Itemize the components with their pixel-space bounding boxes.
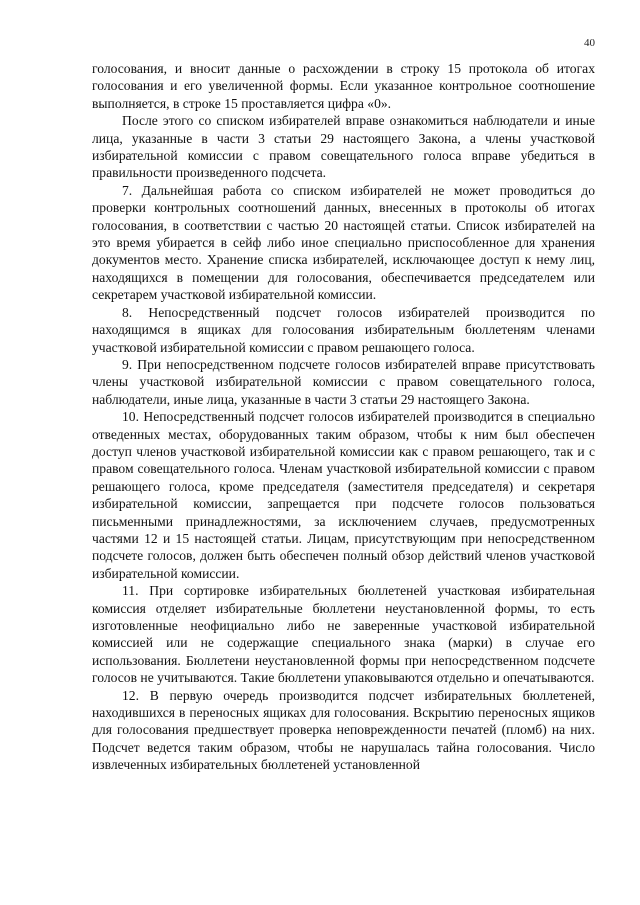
paragraph-item-7: 7. Дальнейшая работа со списком избирателей не может проводиться до проверки контрольных соотношений данных, внесенных в протоколы об итогах голосования, в соответствии с частью 20 настоящей статьи. Список избирателей на это время убирается в сейф либо иное специально приспособленное для хранения документов место. Хранение списка избирателей, исключающее доступ к нему лиц, находящихся в помещении для голосования, обеспечивается председателем или секретарем участковой избирательной комиссии. [92,182,595,303]
document-body [92,60,595,774]
paragraph-item-10: 10. Непосредственный подсчет голосов избирателей производится в специально отведенных местах, оборудованных таким образом, чтобы к ним был обеспечен доступ членов участковой избирательной комиссии как с правом решающего, так и с правом совещательного голоса. Членам участковой избирательной комиссии с правом решающего голоса, кроме председателя (заместителя председателя) и секретаря избирательной комиссии, запрещается при подсчете голосов пользоваться письменными принадлежностями, за исключением случаев, предусмотренных частями 12 и 15 настоящей статьи. Лицам, присутствующим при непосредственном подсчете голосов, должен быть обеспечен полный обзор действий членов участковой избирательной комиссии. [92,409,595,581]
paragraph-item-11: 11. При сортировке избирательных бюллетеней участковая избирательная комиссия отделяет избирательные бюллетени неустановленной формы, то есть изготовленные неофициально либо не заверенные участковой избирательной комиссией или не содержащие специального знака (марки) в случае его использования. Бюллетени неустановленной формы при непосредственном подсчете голосов не учитываются. Такие бюллетени упаковываются отдельно и опечатываются. [92,583,595,686]
paragraph-item-12: 12. В первую очередь производится подсчет избирательных бюллетеней, находившихся в переносных ящиках для голосования. Вскрытию переносных ящиков для голосования предшествует проверка неповрежденности печатей (пломб) на них. Подсчет ведется таким образом, чтобы не нарушалась тайна голосования. Число извлеченных избирательных бюллетеней установленной [92,687,595,773]
page-number: 40 [584,37,595,49]
paragraph-continuation: голосования, и вносит данные о расхождении в строку 15 протокола об итогах голосования и его увеличенной формы. Если указанное контрольное соотношение выполняется, в строке 15 проставляется цифра «0». [92,61,595,111]
paragraph-item-8: 8. Непосредственный подсчет голосов избирателей производится по находящимся в ящиках для голосования избирательным бюллетеням членами участковой избирательной комиссии с правом решающего голоса. [92,304,595,355]
paragraph-item-9: 9. При непосредственном подсчете голосов избирателей вправе присутствовать члены участковой избирательной комиссии с правом совещательного голоса, наблюдатели, иные лица, указанные в части 3 статьи 29 настоящего Закона. [92,356,595,407]
paragraph-observers: После этого со списком избирателей вправе ознакомиться наблюдатели и иные лица, указанные в части 3 статьи 29 настоящего Закона, а члены участковой избирательной комиссии с правом совещательного голоса вправе убедиться в правильности произведенного подсчета. [92,113,595,181]
